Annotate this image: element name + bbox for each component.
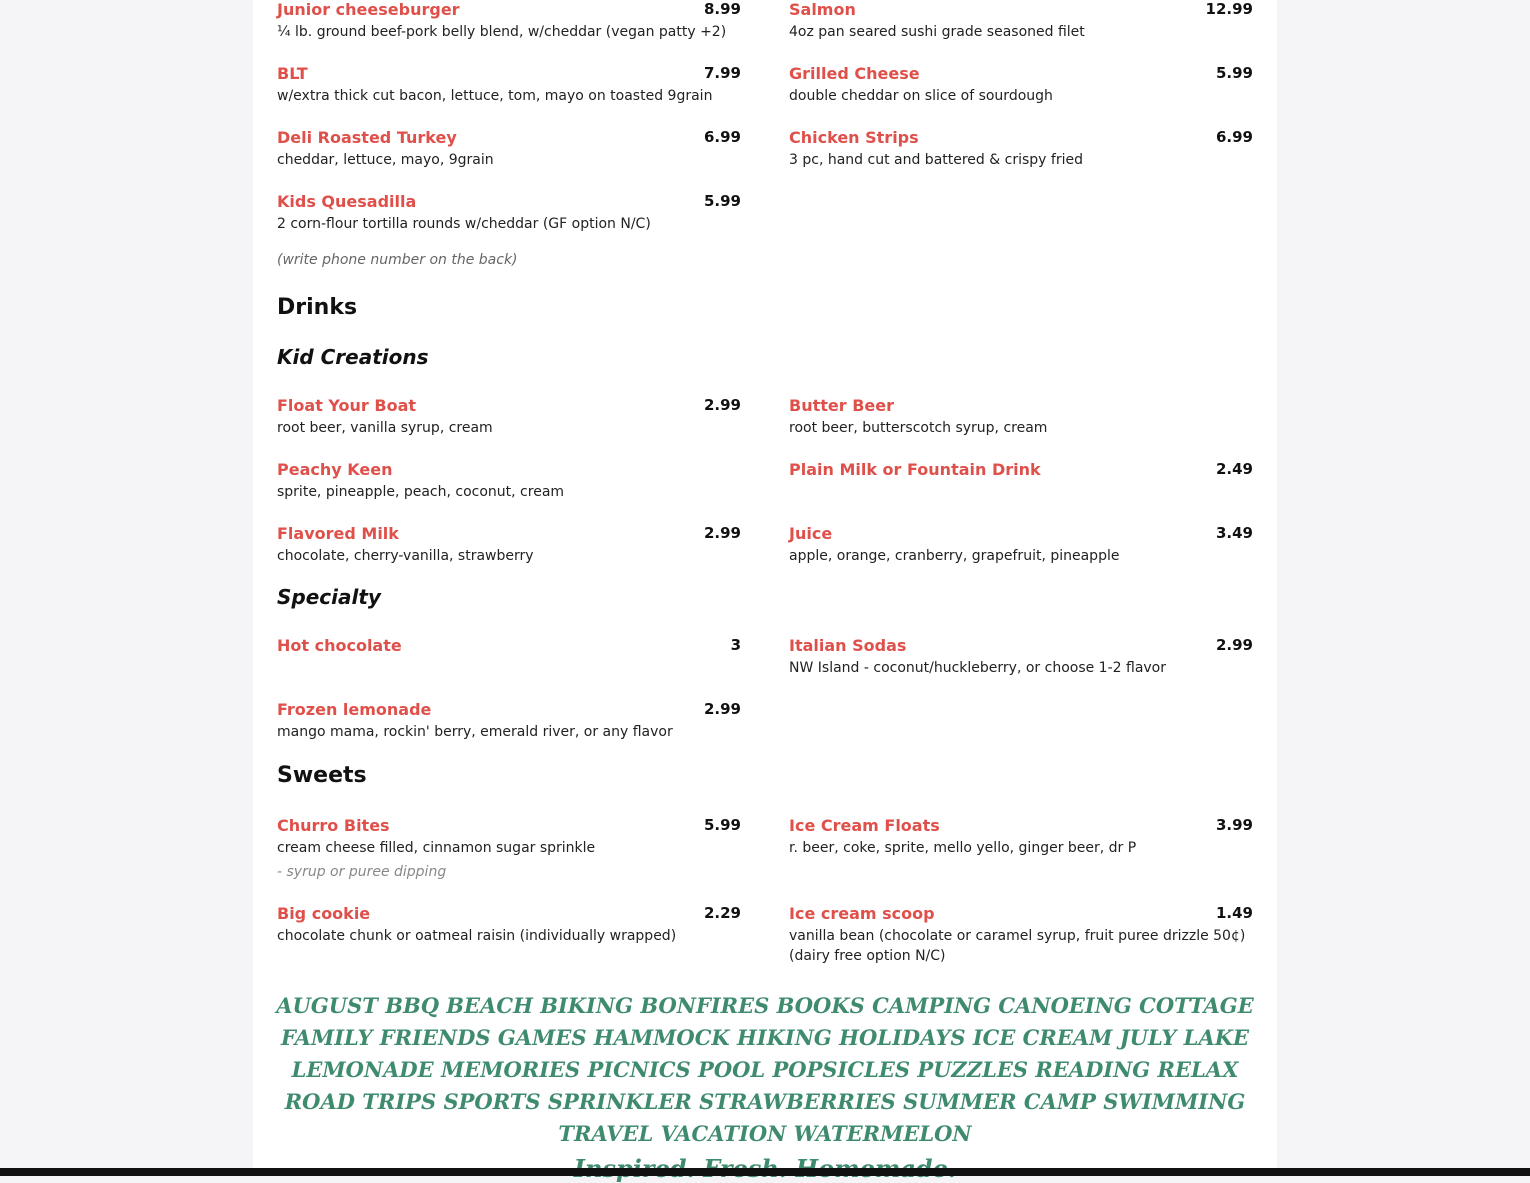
menu-item [789, 396, 1253, 456]
item-name: Grilled Cheese [789, 64, 920, 83]
item-price: 2.99 [1215, 636, 1253, 654]
item-name: BLT [277, 64, 308, 83]
item-name: Float Your Boat [277, 396, 417, 415]
item-price: 2.99 [703, 700, 741, 718]
menu-item [789, 0, 1253, 60]
item-description: ¼ lb. ground beef-pork belly blend, w/cheddar (vegan patty +2) [277, 24, 727, 40]
item-name: Salmon [789, 0, 856, 19]
item-price: 5.99 [703, 192, 741, 210]
menu-item [789, 816, 1253, 876]
item-description: root beer, vanilla syrup, cream [277, 420, 493, 436]
menu-item [277, 128, 741, 188]
item-price: 3 [730, 636, 741, 654]
item-price: 6.99 [703, 128, 741, 146]
item-price: 2.99 [703, 396, 741, 414]
phone-number-note: (write phone number on the back) [277, 252, 518, 268]
menu-item [789, 904, 1253, 968]
item-description: chocolate, cherry-vanilla, strawberry [277, 548, 534, 564]
item-name: Big cookie [277, 904, 371, 923]
menu-item [789, 524, 1253, 584]
item-description-extra: (dairy free option N/C) [789, 948, 946, 964]
menu-item [277, 816, 741, 886]
item-description: r. beer, coke, sprite, mello yello, ginger beer, dr P [789, 840, 1137, 856]
menu-item [789, 64, 1253, 124]
item-price: 3.49 [1215, 524, 1253, 542]
item-name: Juice [789, 524, 833, 543]
item-description: 2 corn-flour tortilla rounds w/cheddar (GF option N/C) [277, 216, 651, 232]
item-price: 6.99 [1215, 128, 1253, 146]
item-name: Deli Roasted Turkey [277, 128, 457, 147]
item-description: NW Island - coconut/huckleberry, or choose 1-2 flavor [789, 660, 1167, 676]
item-price: 1.49 [1215, 904, 1253, 922]
item-description: root beer, butterscotch syrup, cream [789, 420, 1048, 436]
item-price: 2.99 [703, 524, 741, 542]
item-note: - syrup or puree dipping [277, 864, 447, 880]
item-price: 7.99 [703, 64, 741, 82]
item-description: double cheddar on slice of sourdough [789, 88, 1053, 104]
item-name: Frozen lemonade [277, 700, 432, 719]
item-description: mango mama, rockin' berry, emerald river, or any flavor [277, 724, 673, 740]
item-description: w/extra thick cut bacon, lettuce, tom, mayo on toasted 9grain [277, 88, 713, 104]
menu-item [277, 636, 741, 696]
item-description: sprite, pineapple, peach, coconut, cream [277, 484, 565, 500]
subsection-title-specialty: Specialty [277, 585, 381, 609]
section-title-drinks: Drinks [277, 295, 358, 320]
menu-item [277, 192, 741, 252]
item-description: apple, orange, cranberry, grapefruit, pineapple [789, 548, 1120, 564]
item-description: 3 pc, hand cut and battered & crispy fried [789, 152, 1083, 168]
item-price: 8.99 [703, 0, 741, 18]
item-description: 4oz pan seared sushi grade seasoned filet [789, 24, 1085, 40]
item-description: vanilla bean (chocolate or caramel syrup, fruit puree drizzle 50¢) [789, 928, 1246, 944]
item-name: Italian Sodas [789, 636, 907, 655]
menu-item [277, 64, 741, 124]
menu-item [789, 460, 1253, 520]
menu-item [277, 700, 741, 760]
item-name: Plain Milk or Fountain Drink [789, 460, 1041, 479]
menu-item [277, 396, 741, 456]
summer-words-banner: AUGUST BBQ BEACH BIKING BONFIRES BOOKS CAMPING CANOEING COTTAGE FAMILY FRIENDS GAMES HAMMOCK HIKING HOLIDAYS ICE CREAM JULY LAKE LEMONADE MEMORIES PICNICS POOL POPSICLES PUZZLES READING RELAX ROAD TRIPS SPORTS SPRINKLER STRAWBERRIES SUMMER CAMP SWIMMING TRAVEL VACATION WATERMELON [276, 993, 1254, 1146]
bottom-bar [0, 1168, 1530, 1176]
item-name: Peachy Keen [277, 460, 393, 479]
item-price: 12.99 [1205, 0, 1253, 18]
item-name: Kids Quesadilla [277, 192, 417, 211]
menu-item [277, 0, 741, 60]
item-name: Chicken Strips [789, 128, 919, 147]
section-title-sweets: Sweets [277, 763, 367, 788]
item-name: Flavored Milk [277, 524, 399, 543]
menu-item [789, 128, 1253, 188]
item-name: Junior cheeseburger [277, 0, 460, 19]
item-price: 3.99 [1215, 816, 1253, 834]
item-name: Ice cream scoop [789, 904, 935, 923]
menu-item [277, 524, 741, 584]
item-name: Butter Beer [789, 396, 894, 415]
item-description: cream cheese filled, cinnamon sugar sprinkle [277, 840, 596, 856]
item-price: 2.49 [1215, 460, 1253, 478]
item-name: Ice Cream Floats [789, 816, 940, 835]
item-description: cheddar, lettuce, mayo, 9grain [277, 152, 494, 168]
item-name: Churro Bites [277, 816, 390, 835]
item-price: 2.29 [703, 904, 741, 922]
subsection-title-kid-creations: Kid Creations [277, 345, 429, 369]
item-price: 5.99 [1215, 64, 1253, 82]
menu-item [277, 904, 741, 964]
item-name: Hot chocolate [277, 636, 402, 655]
item-description: chocolate chunk or oatmeal raisin (individually wrapped) [277, 928, 677, 944]
menu-item [277, 460, 741, 520]
menu-item [789, 636, 1253, 696]
item-price: 5.99 [703, 816, 741, 834]
